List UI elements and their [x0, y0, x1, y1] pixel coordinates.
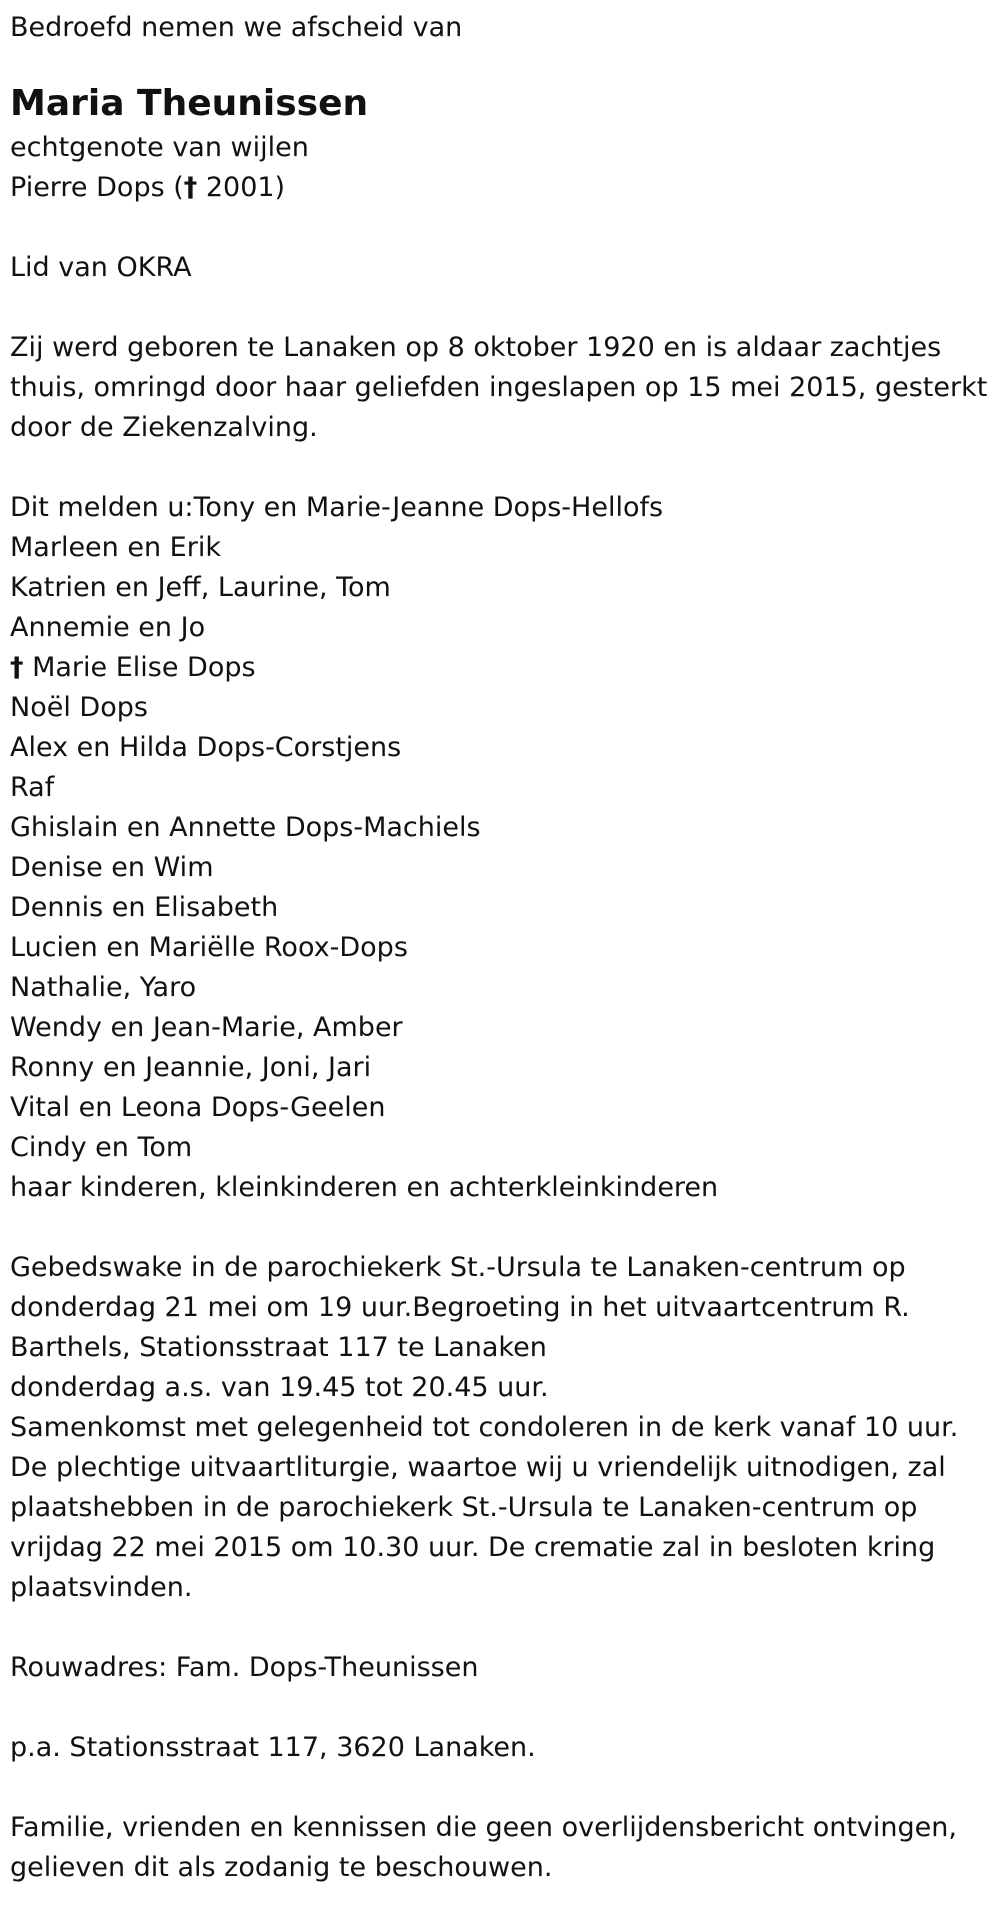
- family-line: Katrien en Jeff, Laurine, Tom: [10, 572, 391, 603]
- family-line: haar kinderen, kleinkinderen en achterkleinkinderen: [10, 1172, 719, 1203]
- family-intro: Dit melden u:Tony en Marie-Jeanne Dops-Hellofs: [10, 492, 664, 523]
- spacer: [10, 448, 990, 488]
- bio-line: Zij werd geboren te Lanaken op 8 oktober 1920 en is aldaar zachtjes: [10, 332, 942, 363]
- family-line: Marleen en Erik: [10, 532, 221, 563]
- spacer: [10, 1608, 990, 1648]
- postal-address: p.a. Stationsstraat 117, 3620 Lanaken.: [10, 1732, 536, 1763]
- closing-line: gelieven dit als zodanig te beschouwen.: [10, 1852, 553, 1883]
- ceremony-line: vrijdag 22 mei 2015 om 10.30 uur. De crematie zal in besloten kring: [10, 1532, 936, 1563]
- ceremony-line: Samenkomst met gelegenheid tot condoleren in de kerk vanaf 10 uur.: [10, 1412, 959, 1443]
- deceased-name: Maria Theunissen: [10, 83, 369, 124]
- family-line: Raf: [10, 772, 55, 803]
- mourning-address: Rouwadres: Fam. Dops-Theunissen: [10, 1652, 479, 1683]
- family-line: Denise en Wim: [10, 852, 214, 883]
- spouse-line: [10, 168, 990, 208]
- spouse-relation: echtgenote van wijlen: [10, 132, 309, 163]
- family-line: Lucien en Mariëlle Roox-Dops: [10, 932, 408, 963]
- family-line: Noël Dops: [10, 692, 148, 723]
- spacer: [10, 288, 990, 328]
- spacer: [10, 1208, 990, 1248]
- membership: Lid van OKRA: [10, 252, 192, 283]
- ceremony-line: donderdag a.s. van 19.45 tot 20.45 uur.: [10, 1372, 549, 1403]
- ceremony-line: Gebedswake in de parochiekerk St.-Ursula te Lanaken-centrum op: [10, 1252, 906, 1283]
- ceremony-line: Barthels, Stationsstraat 117 te Lanaken: [10, 1332, 547, 1363]
- intro-text: Bedroefd nemen we afscheid van: [10, 12, 463, 43]
- ceremony-line: donderdag 21 mei om 19 uur.Begroeting in het uitvaartcentrum R.: [10, 1292, 910, 1323]
- cross-icon: †: [183, 172, 198, 203]
- family-line: Ghislain en Annette Dops-Machiels: [10, 812, 481, 843]
- spacer: [10, 1768, 990, 1808]
- family-line: Vital en Leona Dops-Geelen: [10, 1092, 386, 1123]
- ceremony-line: De plechtige uitvaartliturgie, waartoe wij u vriendelijk uitnodigen, zal: [10, 1452, 946, 1483]
- family-line: [10, 648, 990, 688]
- bio-line: thuis, omringd door haar geliefden ingeslapen op 15 mei 2015, gesterkt: [10, 372, 988, 403]
- spacer: [10, 48, 990, 80]
- family-name: Marie Elise Dops: [23, 652, 256, 683]
- spouse-name: Pierre Dops (: [10, 172, 184, 203]
- family-line: Cindy en Tom: [10, 1132, 193, 1163]
- family-line: Ronny en Jeannie, Joni, Jari: [10, 1052, 372, 1083]
- cross-icon: †: [10, 652, 24, 683]
- family-line: Wendy en Jean-Marie, Amber: [10, 1012, 403, 1043]
- spouse-year: 2001): [197, 172, 286, 203]
- family-line: Annemie en Jo: [10, 612, 206, 643]
- closing-line: Familie, vrienden en kennissen die geen overlijdensbericht ontvingen,: [10, 1812, 957, 1843]
- bio-line: door de Ziekenzalving.: [10, 412, 318, 443]
- spacer: [10, 208, 990, 248]
- ceremony-line: plaatsvinden.: [10, 1572, 193, 1603]
- ceremony-line: plaatshebben in de parochiekerk St.-Ursula te Lanaken-centrum op: [10, 1492, 918, 1523]
- family-line: Alex en Hilda Dops-Corstjens: [10, 732, 402, 763]
- family-line: Nathalie, Yaro: [10, 972, 197, 1003]
- spacer: [10, 1688, 990, 1728]
- family-line: Dennis en Elisabeth: [10, 892, 279, 923]
